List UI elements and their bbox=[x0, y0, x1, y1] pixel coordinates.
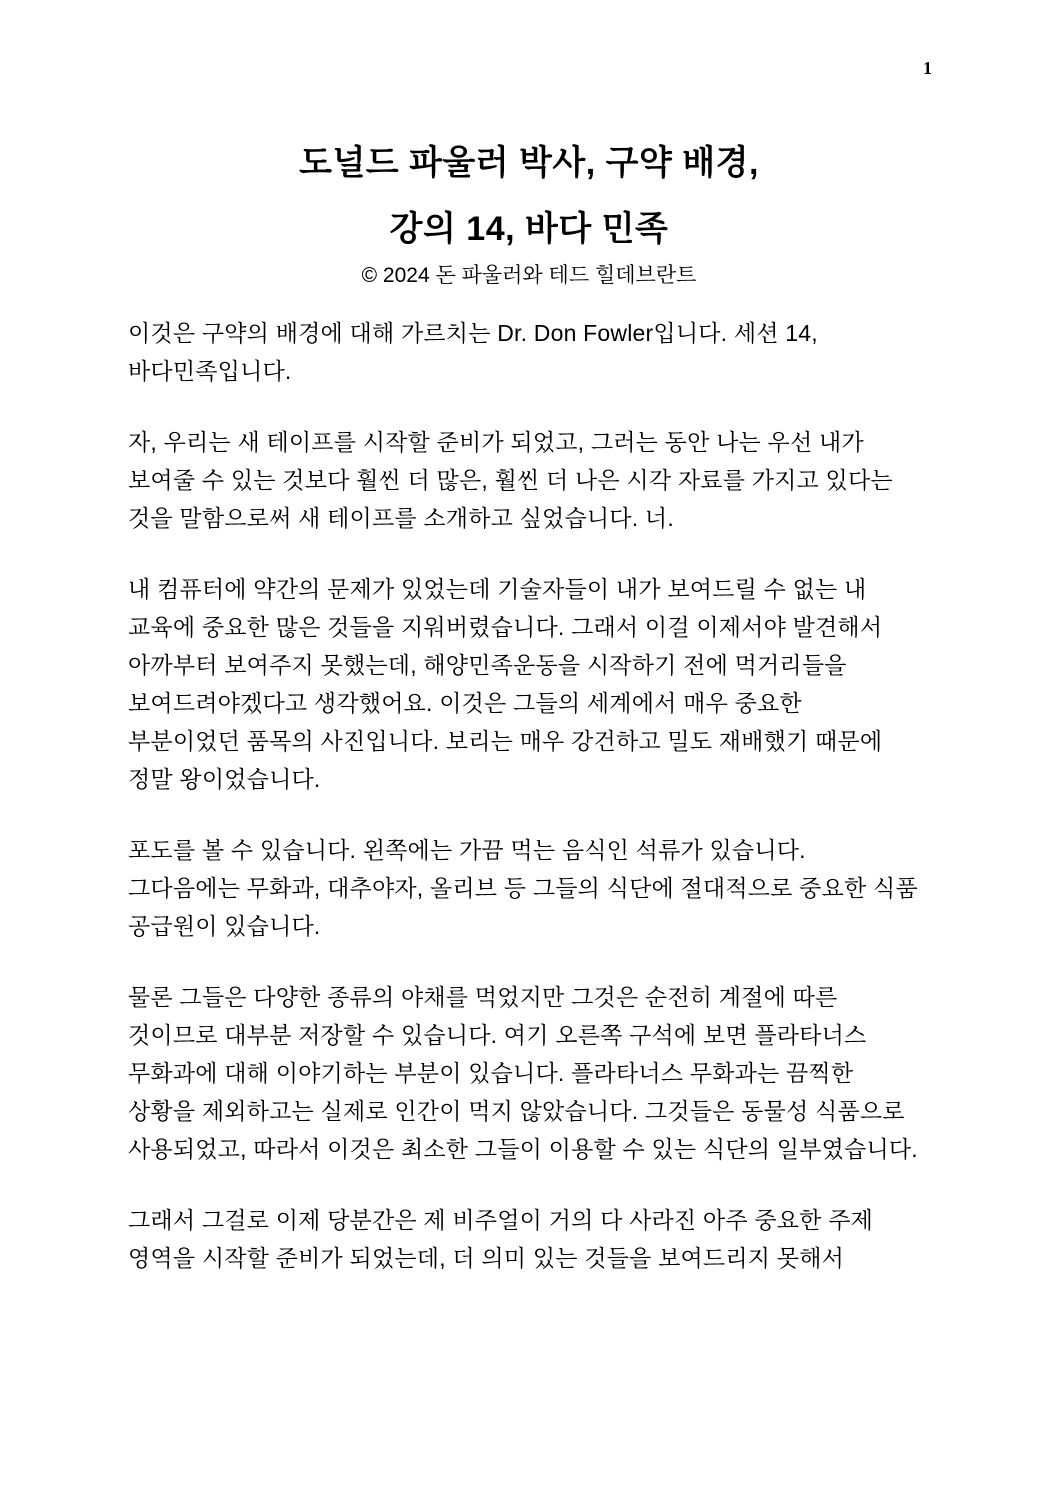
text-line: 사용되었고, 따라서 이것은 최소한 그들이 이용할 수 있는 식단의 일부였습니다. bbox=[128, 1136, 918, 1162]
text-line: 것을 말함으로써 새 테이프를 소개하고 싶었습니다. 너. bbox=[128, 505, 674, 531]
text-line: 그다음에는 무화과, 대추야자, 올리브 등 그들의 식단에 절대적으로 중요한 식품 bbox=[128, 875, 918, 901]
text-line: 자, 우리는 새 테이프를 시작할 준비가 되었고, 그러는 동안 나는 우선 내가 bbox=[128, 429, 864, 455]
text-line: 그래서 그걸로 이제 당분간은 제 비주얼이 거의 다 사라진 아주 중요한 주제 bbox=[128, 1207, 874, 1233]
text-line: 아까부터 보여주지 못했는데, 해양민족운동을 시작하기 전에 먹거리들을 bbox=[128, 652, 847, 678]
text-line: 교육에 중요한 많은 것들을 지워버렸습니다. 그래서 이걸 이제서야 발견해서 bbox=[128, 614, 883, 640]
paragraph-vegetables-sycamore bbox=[128, 978, 930, 1168]
text-line: 상황을 제외하고는 실제로 인간이 먹지 않았습니다. 그것들은 동물성 식품으로 bbox=[128, 1098, 905, 1124]
text-line: 영역을 시작할 준비가 되었는데, 더 의미 있는 것들을 보여드리지 못해서 bbox=[128, 1245, 845, 1271]
document-title bbox=[128, 130, 930, 262]
paragraph-computer-problem bbox=[128, 570, 930, 798]
page-number: 1 bbox=[923, 58, 932, 78]
text-line: 내 컴퓨터에 약간의 문제가 있었는데 기술자들이 내가 보여드릴 수 없는 내 bbox=[128, 576, 867, 602]
copyright-line: © 2024 돈 파울러와 테드 힐데브란트 bbox=[361, 264, 697, 287]
text-line: 정말 왕이었습니다. bbox=[128, 766, 321, 792]
text-line: 것이므로 대부분 저장할 수 있습니다. 여기 오른쪽 구석에 보면 플라타너스 bbox=[128, 1022, 867, 1048]
paragraph-grapes-foods bbox=[128, 831, 930, 945]
document-title-line2: 강의 14, 바다 민족 bbox=[389, 210, 669, 248]
document-title-line1: 도널드 파울러 박사, 구약 배경, bbox=[299, 144, 759, 182]
text-line: 포도를 볼 수 있습니다. 왼쪽에는 가끔 먹는 음식인 석류가 있습니다. bbox=[128, 837, 806, 863]
text-line: 공급원이 있습니다. bbox=[128, 913, 321, 939]
text-line: 보여드려야겠다고 생각했어요. 이것은 그들의 세계에서 매우 중요한 bbox=[128, 690, 802, 716]
text-line: 물론 그들은 다양한 종류의 야채를 먹었지만 그것은 순전히 계절에 따른 bbox=[128, 984, 838, 1010]
text-line: 이것은 구약의 배경에 대해 가르치는 Dr. Don Fowler입니다. 세션 14, bbox=[128, 320, 818, 346]
text-line: 바다민족입니다. bbox=[128, 358, 292, 384]
paragraph-closing bbox=[128, 1201, 930, 1277]
paragraph-new-tape bbox=[128, 423, 930, 537]
text-line: 무화과에 대해 이야기하는 부분이 있습니다. 플라타너스 무화과는 끔찍한 bbox=[128, 1060, 854, 1086]
paragraph-intro bbox=[128, 314, 930, 390]
body-text bbox=[128, 314, 930, 1277]
text-line: 부분이었던 품목의 사진입니다. 보리는 매우 강건하고 밀도 재배했기 때문에 bbox=[128, 728, 883, 754]
text-line: 보여줄 수 있는 것보다 훨씬 더 많은, 훨씬 더 나은 시각 자료를 가지고 있다는 bbox=[128, 467, 893, 493]
